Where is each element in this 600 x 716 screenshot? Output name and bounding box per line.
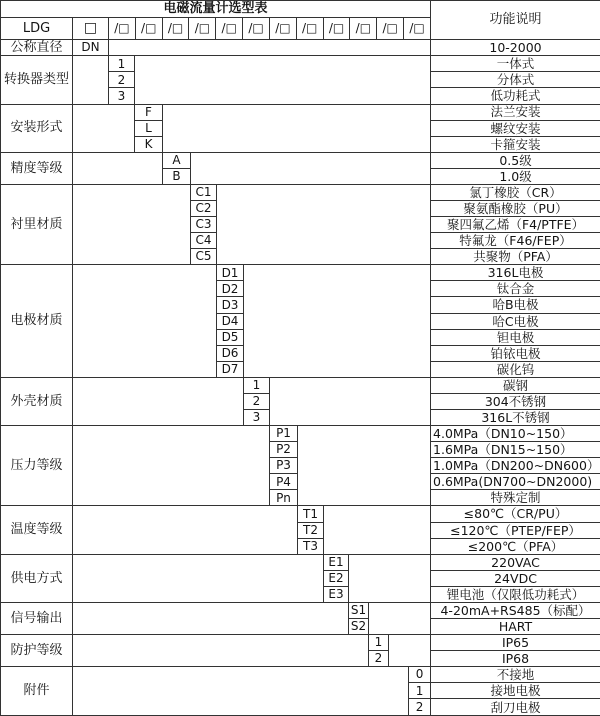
group-label: 防护等级 xyxy=(1,635,73,667)
option-desc: IP68 xyxy=(431,651,600,667)
option-code: C5 xyxy=(191,249,217,265)
option-desc: 0.6MPa(DN700~DN2000) xyxy=(431,474,600,490)
option-code: P1 xyxy=(270,426,298,442)
model-code-slots xyxy=(109,18,431,40)
option-code: S2 xyxy=(349,619,369,635)
option-desc: 哈C电极 xyxy=(431,313,600,329)
group-label: 信号输出 xyxy=(1,602,73,634)
group-label: 衬里材质 xyxy=(1,184,73,264)
option-code: P3 xyxy=(270,458,298,474)
filler-cell xyxy=(389,635,431,667)
model-code-prefix: LDG xyxy=(1,18,73,40)
group-label: 转换器类型 xyxy=(1,56,73,104)
table-row xyxy=(1,56,600,72)
function-column-header: 功能说明 xyxy=(431,1,600,40)
option-desc: 1.0级 xyxy=(431,168,600,184)
option-code: 3 xyxy=(244,410,270,426)
option-code: DN xyxy=(73,40,109,56)
option-desc: ≤80℃（CR/PU） xyxy=(431,506,600,522)
option-code: C1 xyxy=(191,184,217,200)
option-desc: 钛合金 xyxy=(431,281,600,297)
option-code: C2 xyxy=(191,200,217,216)
option-code: 2 xyxy=(369,651,389,667)
page-title: 电磁流量计选型表 xyxy=(1,1,431,18)
group-label: 安装形式 xyxy=(1,104,73,152)
table-row xyxy=(1,104,600,120)
option-code: S1 xyxy=(349,602,369,618)
option-code: 3 xyxy=(109,88,135,104)
option-desc: 316L不锈钢 xyxy=(431,410,600,426)
table-row xyxy=(1,667,600,683)
filler-cell xyxy=(217,184,431,264)
option-code: D2 xyxy=(217,281,244,297)
filler-cell xyxy=(73,554,324,602)
option-code: Pn xyxy=(270,490,298,506)
option-code: 2 xyxy=(409,699,431,716)
filler-cell xyxy=(73,377,244,425)
group-label: 电极材质 xyxy=(1,265,73,378)
option-code: P2 xyxy=(270,442,298,458)
option-code: 2 xyxy=(109,72,135,88)
model-code-slot: /□ xyxy=(163,18,190,39)
option-code: 1 xyxy=(109,56,135,72)
option-desc: 聚四氟乙烯（F4/PTFE） xyxy=(431,217,600,233)
option-code: F xyxy=(135,104,163,120)
filler-cell xyxy=(73,184,191,264)
model-code-slot: /□ xyxy=(324,18,351,39)
option-desc: 特氟龙（F46/FEP） xyxy=(431,233,600,249)
table-row xyxy=(1,635,600,651)
model-code-slot-strip xyxy=(109,18,430,39)
table-row xyxy=(1,554,600,570)
filler-cell xyxy=(73,506,298,554)
option-code: T2 xyxy=(298,522,324,538)
model-code-slot: /□ xyxy=(216,18,243,39)
model-code-slot: /□ xyxy=(409,21,425,36)
option-code: C4 xyxy=(191,233,217,249)
option-desc: ≤120℃（PTEP/FEP） xyxy=(431,522,600,538)
option-desc: 卡箍安装 xyxy=(431,136,600,152)
option-code: D1 xyxy=(217,265,244,281)
option-code: B xyxy=(163,168,191,184)
option-desc: ≤200℃（PFA） xyxy=(431,538,600,554)
option-code: T1 xyxy=(298,506,324,522)
option-code: L xyxy=(135,120,163,136)
option-desc: 1.6MPa（DN15~150） xyxy=(431,442,600,458)
group-label: 压力等级 xyxy=(1,426,73,506)
filler-cell xyxy=(270,377,431,425)
option-desc: IP65 xyxy=(431,635,600,651)
group-label: 外壳材质 xyxy=(1,377,73,425)
option-desc: HART xyxy=(431,619,600,635)
filler-cell xyxy=(73,426,270,506)
model-code-slot: /□ xyxy=(243,18,270,39)
option-code: K xyxy=(135,136,163,152)
group-label: 精度等级 xyxy=(1,152,73,184)
option-code: D6 xyxy=(217,345,244,361)
filler-cell xyxy=(73,635,369,667)
option-desc: 分体式 xyxy=(431,72,600,88)
title-row xyxy=(1,1,600,18)
filler-cell xyxy=(109,40,431,56)
model-code-slot: /□ xyxy=(377,18,404,39)
model-code-slot: /□ xyxy=(136,18,163,39)
option-code: 1 xyxy=(369,635,389,651)
group-label: 供电方式 xyxy=(1,554,73,602)
option-desc: 碳化钨 xyxy=(431,361,600,377)
model-code-slot: /□ xyxy=(297,18,324,39)
option-code: D4 xyxy=(217,313,244,329)
model-code-box: □ xyxy=(73,18,109,40)
option-desc: 316L电极 xyxy=(431,265,600,281)
filler-cell xyxy=(135,56,431,104)
option-desc: 304不锈钢 xyxy=(431,393,600,409)
filler-cell xyxy=(73,667,409,716)
option-desc: 法兰安装 xyxy=(431,104,600,120)
model-code-slot: /□ xyxy=(350,18,377,39)
table-row xyxy=(1,602,600,618)
option-desc: 4.0MPa（DN10~150） xyxy=(431,426,600,442)
option-desc: 220VAC xyxy=(431,554,600,570)
model-code-slot: /□ xyxy=(109,18,136,39)
option-desc: 铂铱电极 xyxy=(431,345,600,361)
option-code: E2 xyxy=(324,570,349,586)
option-code: T3 xyxy=(298,538,324,554)
filler-cell xyxy=(369,602,431,634)
option-desc: 共聚物（PFA） xyxy=(431,249,600,265)
option-code: P4 xyxy=(270,474,298,490)
filler-cell xyxy=(73,265,217,378)
group-label: 附件 xyxy=(1,667,73,716)
option-code: 2 xyxy=(244,393,270,409)
filler-cell xyxy=(73,602,349,634)
filler-cell xyxy=(298,426,431,506)
option-desc: 刮刀电极 xyxy=(431,699,600,716)
option-code: D5 xyxy=(217,329,244,345)
table-row xyxy=(1,506,600,522)
option-code: D3 xyxy=(217,297,244,313)
filler-cell xyxy=(73,152,163,184)
filler-cell xyxy=(73,104,135,152)
option-desc: 特殊定制 xyxy=(431,490,600,506)
option-desc: 锂电池（仅限低功耗式） xyxy=(431,586,600,602)
option-code: E3 xyxy=(324,586,349,602)
group-label: 温度等级 xyxy=(1,506,73,554)
option-desc: 低功耗式 xyxy=(431,88,600,104)
option-desc: 不接地 xyxy=(431,667,600,683)
option-desc: 4-20mA+RS485（标配） xyxy=(431,602,600,618)
option-desc: 一体式 xyxy=(431,56,600,72)
filler-cell xyxy=(73,56,109,104)
option-code: 0 xyxy=(409,667,431,683)
option-code: 1 xyxy=(244,377,270,393)
table-row xyxy=(1,152,600,168)
table-row xyxy=(1,426,600,442)
filler-cell xyxy=(324,506,431,554)
option-desc: 钽电极 xyxy=(431,329,600,345)
option-desc: 聚氨酯橡胶（PU） xyxy=(431,200,600,216)
option-code: D7 xyxy=(217,361,244,377)
table-row xyxy=(1,377,600,393)
model-code-slot: /□ xyxy=(189,18,216,39)
group-label: 公称直径 xyxy=(1,40,73,56)
option-code: C3 xyxy=(191,217,217,233)
option-desc: 10-2000 xyxy=(431,40,600,56)
table-row xyxy=(1,184,600,200)
option-desc: 碳钢 xyxy=(431,377,600,393)
option-desc: 24VDC xyxy=(431,570,600,586)
option-desc: 哈B电极 xyxy=(431,297,600,313)
option-desc: 0.5级 xyxy=(431,152,600,168)
option-code: A xyxy=(163,152,191,168)
filler-cell xyxy=(191,152,431,184)
model-code-slot: /□ xyxy=(270,18,297,39)
filler-cell xyxy=(244,265,431,378)
option-desc: 1.0MPa（DN200~DN600） xyxy=(431,458,600,474)
option-desc: 螺纹安装 xyxy=(431,120,600,136)
filler-cell xyxy=(349,554,431,602)
table-row xyxy=(1,265,600,281)
option-code: 1 xyxy=(409,683,431,699)
option-desc: 接地电极 xyxy=(431,683,600,699)
filler-cell xyxy=(163,104,431,152)
option-code: E1 xyxy=(324,554,349,570)
table-row xyxy=(1,40,600,56)
option-desc: 氯丁橡胶（CR） xyxy=(431,184,600,200)
